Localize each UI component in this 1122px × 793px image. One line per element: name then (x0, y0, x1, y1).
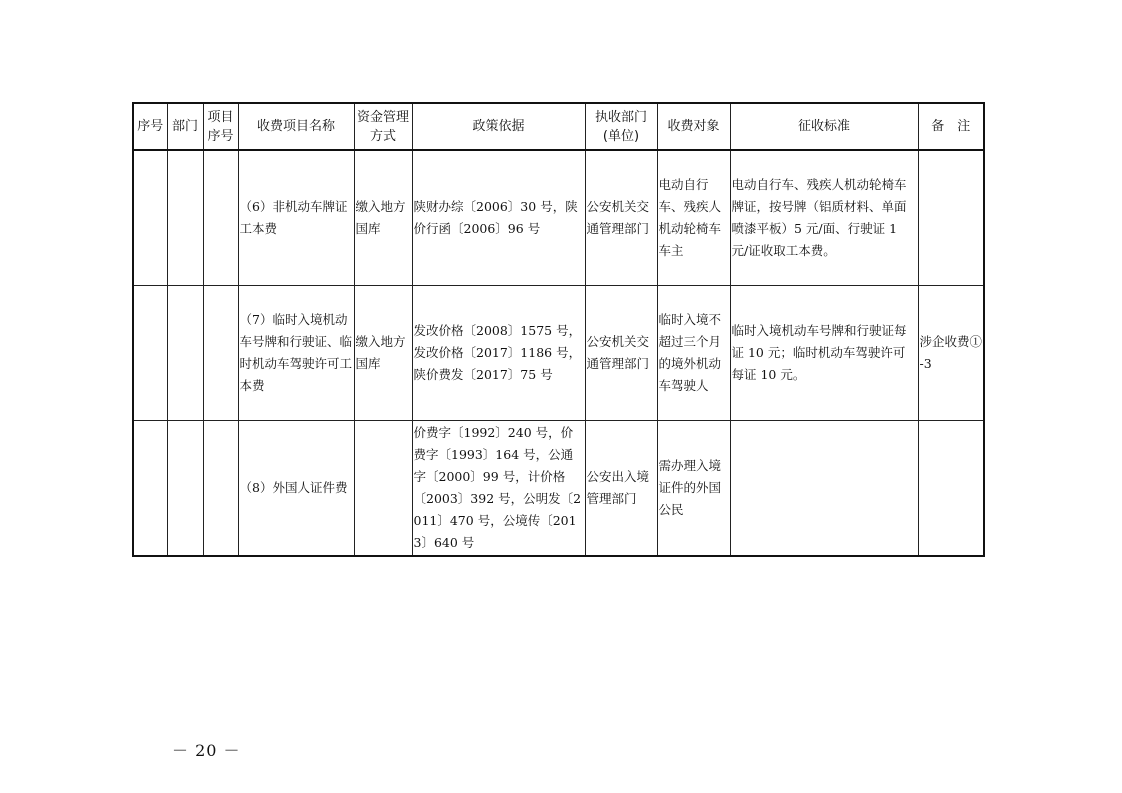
header-seq: 序号 (133, 103, 167, 150)
page-number: － 20 － (172, 741, 241, 760)
cell-target: 临时入境不超过三个月的境外机动车驾驶人 (657, 286, 730, 421)
cell-note (918, 421, 984, 557)
cell-policy: 发改价格〔2008〕1575 号，发改价格〔2017〕1186 号，陕价费发〔2017〕75 号 (412, 286, 585, 421)
header-item-seq-text: 项目 序号 (207, 109, 234, 144)
cell-standard: 电动自行车、残疾人机动轮椅车牌证，按号牌（铝质材料、单面喷漆平板）5 元/面、行驶证 1 元/证收取工本费。 (730, 150, 918, 286)
header-item-seq (203, 103, 238, 150)
cell-policy: 陕财办综〔2006〕30 号，陕价行函〔2006〕96 号 (412, 150, 585, 286)
cell-standard (730, 421, 918, 557)
cell-agency: 公安出入境管理部门 (585, 421, 657, 557)
cell-item-seq (203, 421, 238, 557)
table-header-row (133, 103, 984, 150)
header-policy: 政策依据 (412, 103, 585, 150)
table-row (133, 150, 984, 286)
header-dept: 部门 (167, 103, 203, 150)
cell-item-seq (203, 150, 238, 286)
cell-name: （7）临时入境机动车号牌和行驶证、临时机动车驾驶许可工本费 (238, 286, 354, 421)
table-row (133, 421, 984, 557)
cell-target: 需办理入境证件的外国公民 (657, 421, 730, 557)
cell-fund (354, 421, 412, 557)
header-target: 收费对象 (657, 103, 730, 150)
table-row (133, 286, 984, 421)
cell-name: （8）外国人证件费 (238, 421, 354, 557)
cell-name: （6）非机动车牌证工本费 (238, 150, 354, 286)
header-fund (354, 103, 412, 150)
header-fund-text: 资金管理 方式 (356, 109, 409, 144)
cell-policy: 价费字〔1992〕240 号，价费字〔1993〕164 号，公通字〔2000〕99 号，计价格〔2003〕392 号，公明发〔2011〕470 号，公境传〔2013〕640 号 (412, 421, 585, 557)
header-note: 备 注 (918, 103, 984, 150)
cell-seq (133, 150, 167, 286)
cell-agency: 公安机关交通管理部门 (585, 150, 657, 286)
cell-fund: 缴入地方国库 (354, 150, 412, 286)
cell-fund: 缴入地方国库 (354, 286, 412, 421)
cell-note (918, 150, 984, 286)
cell-agency: 公安机关交通管理部门 (585, 286, 657, 421)
header-agency (585, 103, 657, 150)
cell-dept (167, 421, 203, 557)
cell-item-seq (203, 286, 238, 421)
header-standard: 征收标准 (730, 103, 918, 150)
fee-table (132, 102, 985, 557)
cell-seq (133, 286, 167, 421)
cell-standard: 临时入境机动车号牌和行驶证每证 10 元；临时机动车驾驶许可每证 10 元。 (730, 286, 918, 421)
cell-note: 涉企收费①-3 (918, 286, 984, 421)
cell-target: 电动自行车、残疾人机动轮椅车车主 (657, 150, 730, 286)
cell-dept (167, 150, 203, 286)
cell-dept (167, 286, 203, 421)
header-name: 收费项目名称 (238, 103, 354, 150)
cell-seq (133, 421, 167, 557)
header-agency-text: 执收部门 (单位) (594, 109, 647, 144)
